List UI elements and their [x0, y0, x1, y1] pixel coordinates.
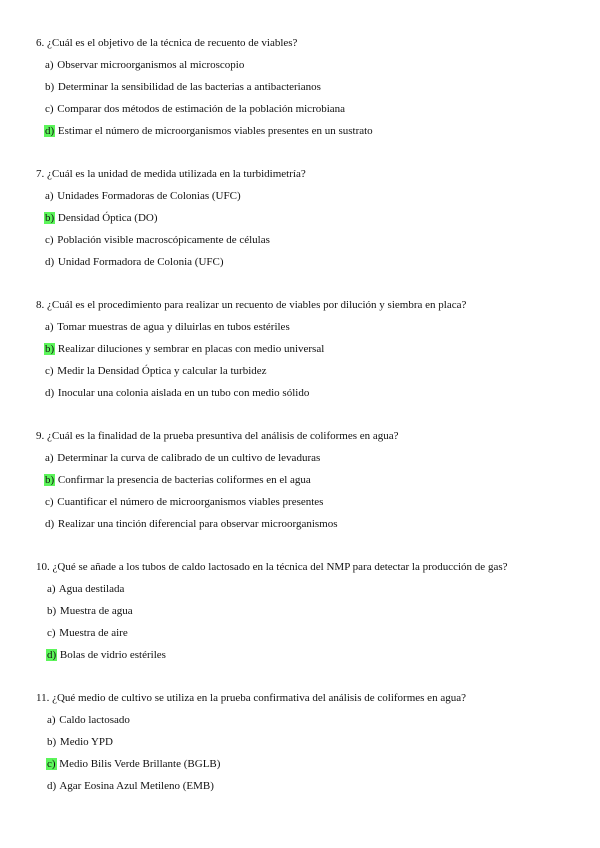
question-text: 9. ¿Cuál es la finalidad de la prueba presuntiva del análisis de coliformes en agua?: [36, 430, 399, 442]
option-d: [36, 779, 576, 801]
option-letter: d): [45, 256, 55, 268]
option-a: [36, 451, 576, 473]
correct-answer-highlight: b): [45, 212, 55, 224]
correct-answer-highlight: d): [47, 649, 57, 661]
option-letter: d): [45, 387, 55, 399]
option-letter: c): [45, 365, 54, 377]
option-letter: c): [45, 496, 54, 508]
question-8: [36, 298, 576, 408]
option-letter: a): [45, 59, 54, 71]
question-11: [36, 691, 576, 801]
option-letter: b): [47, 605, 57, 617]
question-text: 11. ¿Qué medio de cultivo se utiliza en la prueba confirmativa del análisis de coliformes en agua?: [36, 692, 466, 704]
question-text: 8. ¿Cuál es el procedimiento para realizar un recuento de viables por dilución y siembra en placa?: [36, 299, 467, 311]
option-text: Determinar la curva de calibrado de un cultivo de levaduras: [57, 452, 321, 464]
option-a: [36, 582, 576, 604]
option-text: Tomar muestras de agua y diluirlas en tubos estériles: [57, 321, 290, 333]
option-b: [36, 604, 576, 626]
option-letter: c): [47, 627, 56, 639]
option-text: Agar Eosina Azul Metileno (EMB): [59, 780, 214, 792]
correct-answer-highlight: c): [47, 758, 56, 770]
option-text: Realizar una tinción diferencial para observar microorganismos: [57, 518, 338, 530]
option-a: [36, 58, 576, 80]
option-text: Determinar la sensibilidad de las bacterias a antibacterianos: [57, 81, 321, 93]
option-c: [36, 233, 576, 255]
option-text: Cuantificar el número de microorganismos viables presentes: [57, 496, 324, 508]
correct-answer-highlight: d): [45, 125, 55, 137]
option-text: Medir la Densidad Óptica y calcular la turbidez: [57, 365, 267, 377]
question-6: [36, 36, 576, 146]
option-a: [36, 713, 576, 735]
option-text: Muestra de aire: [59, 627, 128, 639]
option-text: Agua destilada: [58, 583, 125, 595]
option-text: Estimar el número de microorganismos viables presentes en un sustrato: [57, 125, 373, 137]
option-a: [36, 189, 576, 211]
option-letter: a): [47, 583, 56, 595]
option-letter: b): [47, 736, 57, 748]
option-text: Muestra de agua: [59, 605, 133, 617]
option-text: Unidad Formadora de Colonia (UFC): [57, 256, 224, 268]
question-text: 6. ¿Cuál es el objetivo de la técnica de recuento de viables?: [36, 37, 298, 49]
option-letter: a): [45, 190, 54, 202]
question-10: [36, 560, 576, 670]
question-text: 7. ¿Cuál es la unidad de medida utilizada en la turbidimetría?: [36, 168, 306, 180]
option-c: [36, 626, 576, 648]
option-c: [36, 364, 576, 386]
option-d: [36, 124, 576, 146]
option-text: Población visible macroscópicamente de células: [57, 234, 270, 246]
option-b: [36, 342, 576, 364]
option-text: Confirmar la presencia de bacterias coliformes en el agua: [57, 474, 311, 486]
correct-answer-highlight: b): [45, 343, 55, 355]
option-text: Caldo lactosado: [59, 714, 130, 726]
option-letter: d): [47, 780, 57, 792]
option-text: Medio YPD: [59, 736, 113, 748]
option-text: Observar microorganismos al microscopio: [57, 59, 245, 71]
option-d: [36, 255, 576, 277]
option-text: Medio Bilis Verde Brillante (BGLB): [59, 758, 221, 770]
option-letter: a): [45, 452, 54, 464]
option-text: Bolas de vidrio estériles: [59, 649, 166, 661]
option-c: [36, 495, 576, 517]
option-text: Densidad Óptica (DO): [57, 212, 158, 224]
option-d: [36, 648, 576, 670]
option-letter: d): [45, 518, 55, 530]
option-b: [36, 80, 576, 102]
question-7: [36, 167, 576, 277]
option-d: [36, 386, 576, 408]
option-d: [36, 517, 576, 539]
option-a: [36, 320, 576, 342]
option-text: Unidades Formadoras de Colonias (UFC): [57, 190, 241, 202]
option-letter: c): [45, 103, 54, 115]
option-letter: a): [47, 714, 56, 726]
correct-answer-highlight: b): [45, 474, 55, 486]
option-text: Inocular una colonia aislada en un tubo con medio sólido: [57, 387, 310, 399]
option-letter: c): [45, 234, 54, 246]
option-text: Comparar dos métodos de estimación de la población microbiana: [57, 103, 346, 115]
option-c: [36, 102, 576, 124]
question-9: [36, 429, 576, 539]
option-letter: b): [45, 81, 55, 93]
option-c: [36, 757, 576, 779]
question-text: 10. ¿Qué se añade a los tubos de caldo lactosado en la técnica del NMP para detectar la producción de gas?: [36, 561, 508, 573]
option-b: [36, 211, 576, 233]
option-b: [36, 735, 576, 757]
option-text: Realizar diluciones y sembrar en placas con medio universal: [57, 343, 325, 355]
option-b: [36, 473, 576, 495]
option-letter: a): [45, 321, 54, 333]
